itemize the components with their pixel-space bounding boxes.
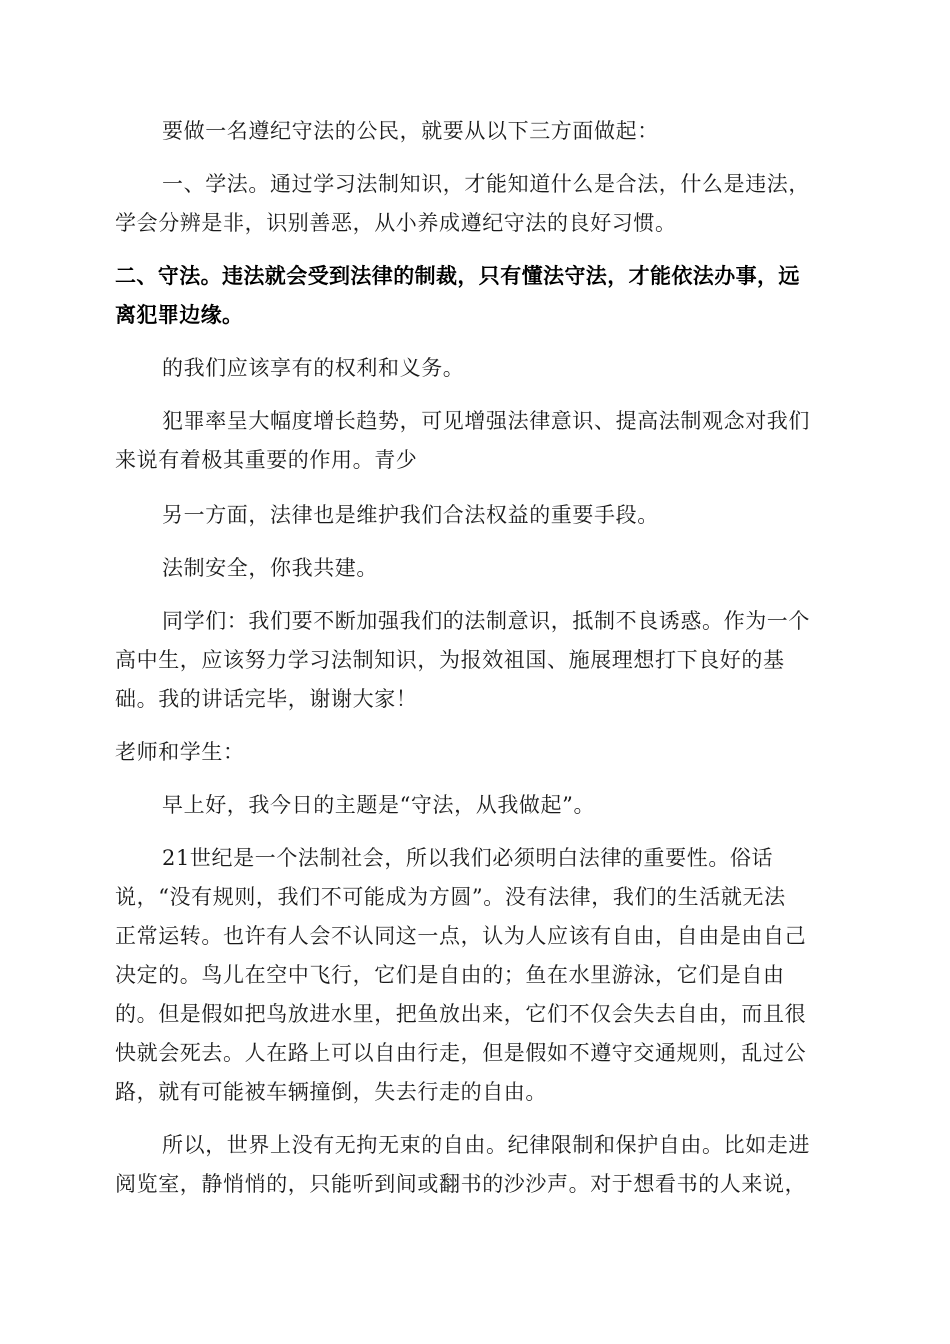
text-line: 老师和学生：	[115, 740, 245, 764]
text-line: 学会分辨是非，识别善恶，从小养成遵纪守法的良好习惯。	[115, 211, 677, 235]
bold-text-line: 二、守法。违法就会受到法律的制裁，只有懂法守法，才能依法办事，远	[115, 264, 800, 288]
text-line: 21世纪是一个法制社会，所以我们必须明白法律的重要性。俗话	[162, 846, 774, 870]
text-line: 础。我的讲话完毕，谢谢大家！	[115, 687, 418, 711]
text-line: 法制安全，你我共建。	[162, 556, 378, 580]
text-line: 另一方面，法律也是维护我们合法权益的重要手段。	[162, 503, 659, 527]
text-line: 说，“没有规则，我们不可能成为方圆”。没有法律，我们的生活就无法	[115, 885, 786, 909]
text-line: 快就会死去。人在路上可以自由行走，但是假如不遵守交通规则，乱过公	[115, 1041, 807, 1065]
text-line: 同学们：我们要不断加强我们的法制意识，抵制不良诱惑。作为一个	[162, 609, 810, 633]
text-line: 决定的。鸟儿在空中飞行，它们是自由的；鱼在水里游泳，它们是自由	[115, 963, 785, 987]
text-line: 犯罪率呈大幅度增长趋势，可见增强法律意识、提高法制观念对我们	[162, 409, 810, 433]
text-line: 阅览室，静悄悄的，只能听到间或翻书的沙沙声。对于想看书的人来说，	[115, 1172, 807, 1196]
text-line: 的。但是假如把鸟放进水里，把鱼放出来，它们不仅会失去自由，而且很	[115, 1002, 807, 1026]
text-line: 来说有着极其重要的作用。青少	[115, 448, 418, 472]
text-line: 高中生，应该努力学习法制知识，为报效祖国、施展理想打下良好的基	[115, 648, 785, 672]
text-line: 一、学法。通过学习法制知识，才能知道什么是合法，什么是违法，	[162, 172, 810, 196]
bold-text-line: 离犯罪边缘。	[115, 303, 244, 327]
text-line: 所以，世界上没有无拘无束的自由。纪律限制和保护自由。比如走进	[162, 1133, 810, 1157]
text-line: 的我们应该享有的权利和义务。	[162, 356, 465, 380]
text-line: 路，就有可能被车辆撞倒，失去行走的自由。	[115, 1080, 547, 1104]
text-line: 早上好，我今日的主题是“守法，从我做起”。	[162, 793, 596, 817]
text-line: 正常运转。也许有人会不认同这一点，认为人应该有自由，自由是由自己	[115, 924, 807, 948]
text-line: 要做一名遵纪守法的公民，就要从以下三方面做起：	[162, 119, 659, 143]
